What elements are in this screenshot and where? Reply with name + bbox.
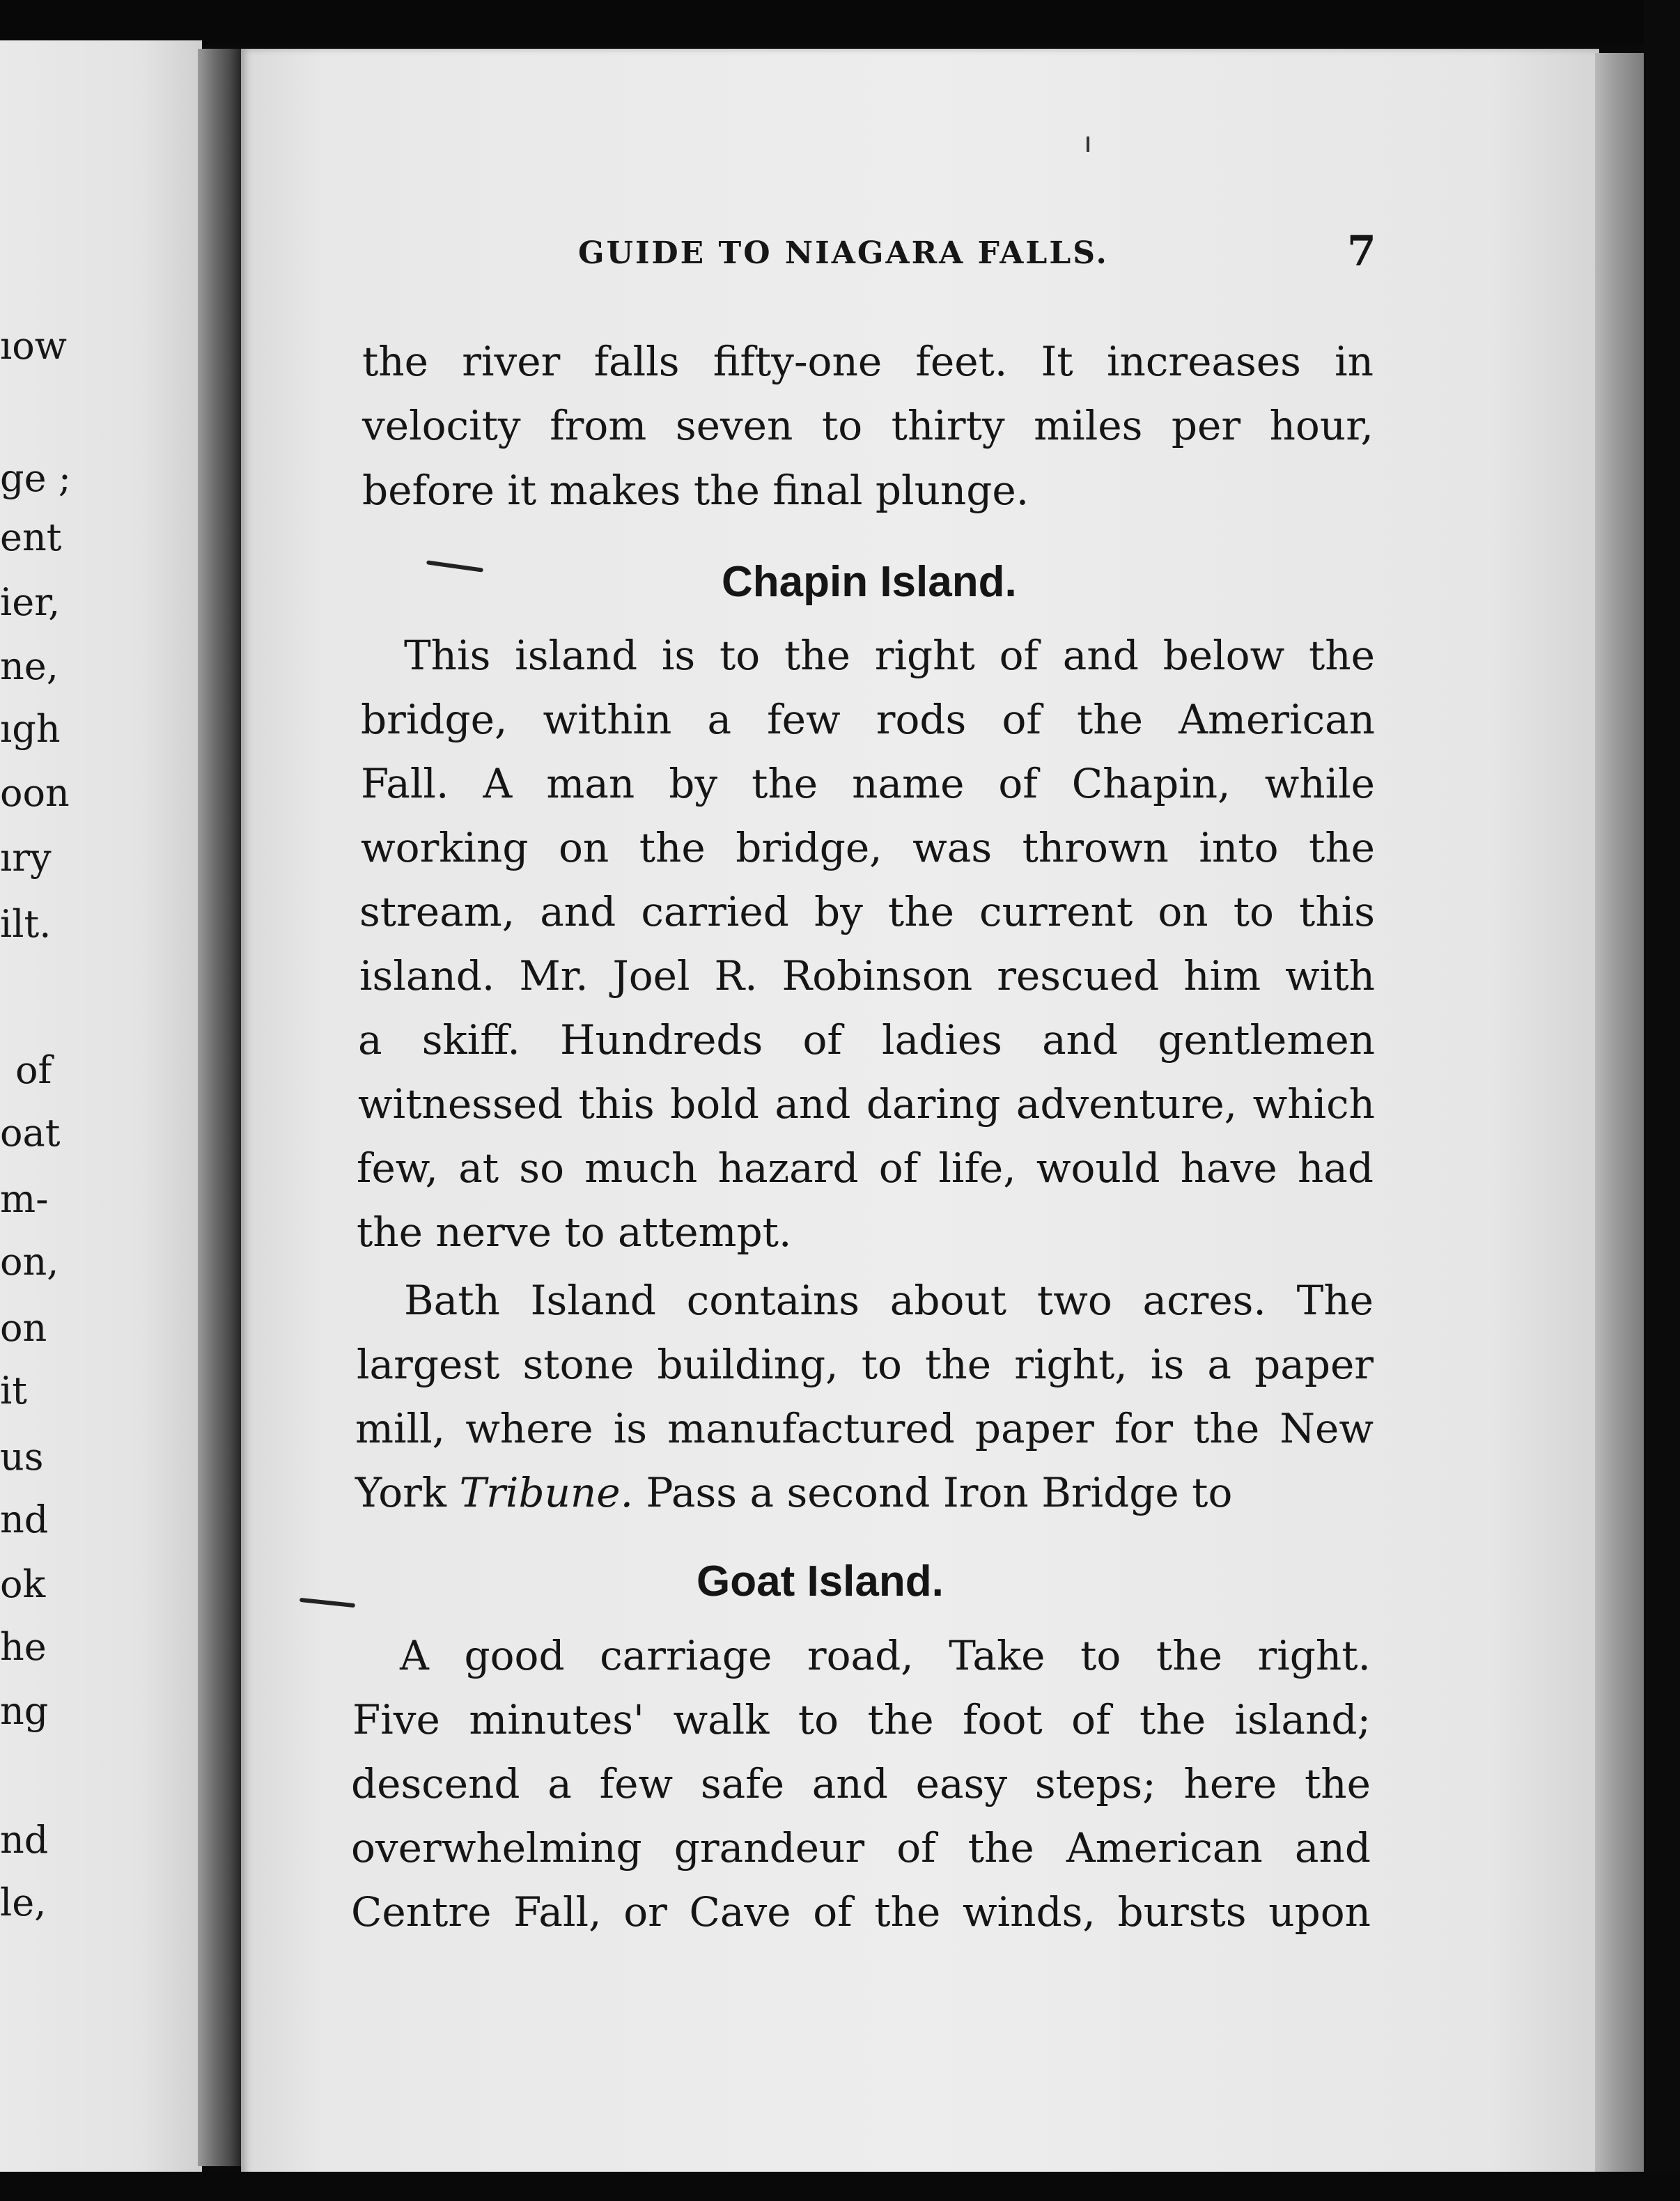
- body-line: working on the bridge, was thrown into the: [361, 824, 1375, 871]
- body-line: Centre Fall, or Cave of the winds, bursts upon: [351, 1888, 1371, 1936]
- book-gutter: [198, 49, 244, 2166]
- left-page-fragment: ıry: [0, 836, 52, 880]
- body-line: bridge, within a few rods of the American: [361, 696, 1375, 743]
- left-page-fragment: ıow: [0, 324, 68, 368]
- body-line-tribune: [355, 1469, 1233, 1516]
- left-page-fragment: ıgh: [0, 707, 61, 751]
- body-line: largest stone building, to the right, is a paper: [357, 1341, 1374, 1388]
- body-line: island. Mr. Joel R. Robinson rescued him with: [359, 952, 1375, 1000]
- line-suffix: Pass a second Iron Bridge to: [633, 1469, 1233, 1516]
- scan-right-border: [1644, 0, 1680, 2201]
- left-page-fragment: nd: [0, 1498, 49, 1541]
- scan-bottom-border: [0, 2172, 1680, 2201]
- body-line: A good carriage road, Take to the right.: [400, 1632, 1371, 1679]
- scan-top-border: [0, 0, 1680, 45]
- left-page-fragment: ilt.: [0, 902, 52, 946]
- left-page-fragment: oat: [0, 1111, 61, 1155]
- left-page-fragment: us: [0, 1435, 44, 1479]
- body-line: Five minutes' walk to the foot of the island;: [352, 1696, 1371, 1743]
- left-page-fragment: on: [0, 1306, 47, 1350]
- left-page-fragment: of: [15, 1048, 52, 1092]
- body-line: descend a few safe and easy steps; here the: [351, 1760, 1371, 1807]
- left-page-fragment: on,: [0, 1240, 59, 1284]
- section-heading-chapin-island: Chapin Island.: [722, 558, 1017, 606]
- running-header: GUIDE TO NIAGARA FALLS.: [578, 235, 1109, 271]
- body-line: the river falls fifty-one feet. It increases in: [362, 338, 1374, 385]
- body-line: few, at so much hazard of life, would have had: [357, 1144, 1374, 1192]
- left-page-fragment: ge ;: [0, 456, 71, 500]
- left-page-fragment: le,: [0, 1881, 47, 1924]
- left-page-fragment: ne,: [0, 644, 59, 688]
- page-stack-edge: [1595, 53, 1645, 2177]
- left-page-fragment: oon: [0, 771, 70, 815]
- body-line: witnessed this bold and daring adventure, which: [358, 1080, 1375, 1128]
- page-number: 7: [1347, 227, 1376, 276]
- body-line: stream, and carried by the current on to this: [359, 888, 1375, 935]
- left-page-fragment: m-: [0, 1177, 49, 1221]
- left-page-fragment: ent: [0, 515, 62, 559]
- body-line: Bath Island contains about two acres. The: [404, 1277, 1374, 1324]
- body-line: before it makes the final plunge.: [362, 467, 1029, 514]
- italic-tribune: Tribune.: [459, 1469, 634, 1516]
- line-prefix: York: [355, 1469, 460, 1516]
- left-page-fragment: he: [0, 1625, 47, 1669]
- body-line: Fall. A man by the name of Chapin, while: [361, 760, 1375, 807]
- left-page-fragment: ier,: [0, 580, 61, 624]
- left-page-fragment: it: [0, 1369, 27, 1413]
- body-line: This island is to the right of and below the: [404, 632, 1375, 679]
- body-line: overwhelming grandeur of the American and: [351, 1824, 1371, 1872]
- section-heading-goat-island: Goat Island.: [697, 1557, 944, 1605]
- ink-speck: [1087, 137, 1089, 152]
- left-page-fragment: nd: [0, 1818, 49, 1862]
- body-line: mill, where is manufactured paper for the New: [355, 1405, 1374, 1452]
- left-page-fragment: ok: [0, 1562, 46, 1606]
- body-line: a skiff. Hundreds of ladies and gentlemen: [358, 1016, 1375, 1064]
- body-line: the nerve to attempt.: [357, 1208, 792, 1256]
- left-page-fragment: ng: [0, 1689, 49, 1733]
- body-line: velocity from seven to thirty miles per hour,: [362, 402, 1374, 449]
